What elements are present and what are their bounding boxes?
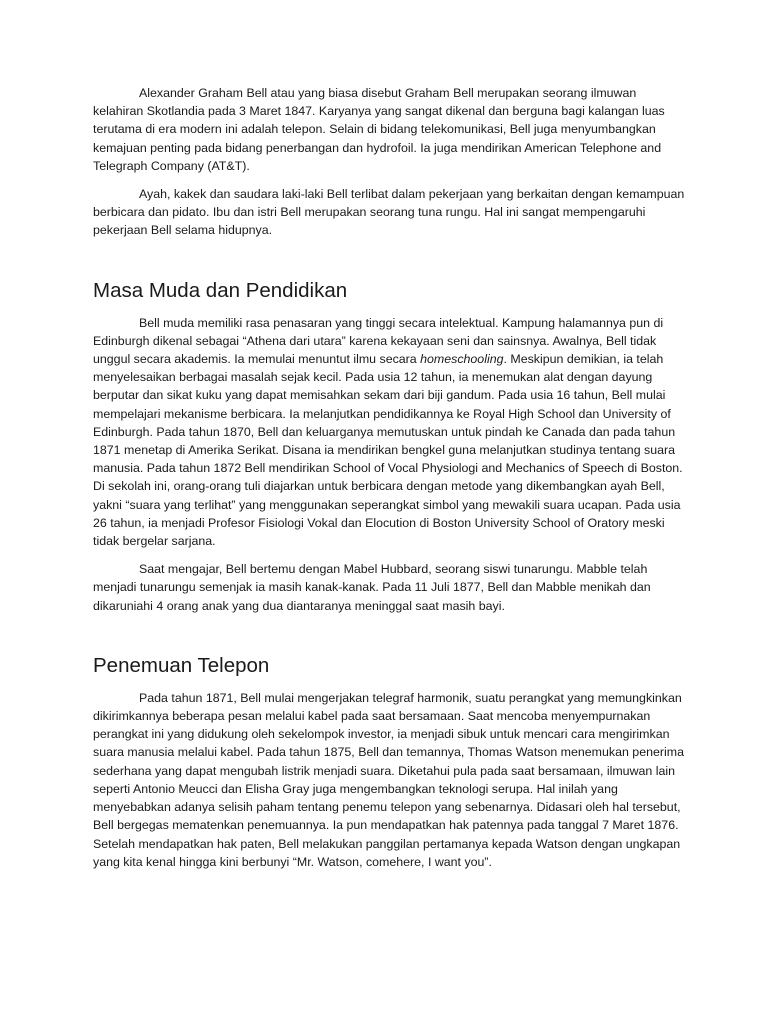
section1-paragraph-1-part-a: Bell muda memiliki rasa penasaran yang tinggi secara intelektual. Kampung halamannya pun di Edinburgh dikenal sebagai “Athena dari utara” karena kekayaan seni dan sainsnya. Awalnya, Bell tidak unggul secara akademis. Ia memulai menuntut ilmu secara bbox=[93, 315, 664, 367]
section1-paragraph-2: Saat mengajar, Bell bertemu dengan Mabel Hubbard, seorang siswi tunarungu. Mabble telah menjadi tunarungu semenjak ia masih kanak-kanak. Pada 11 Juli 1877, Bell dan Mabble menikah dan dikaruniahi 4 orang anak yang dua diantaranya meninggal saat masih bayi. bbox=[93, 562, 651, 613]
section-heading-penemuan-telepon: Penemuan Telepon bbox=[93, 653, 270, 677]
intro-paragraph-1: Alexander Graham Bell atau yang biasa disebut Graham Bell merupakan seorang ilmuwan kelahiran Skotlandia pada 3 Maret 1847. Karyanya yang sangat dikenal dan berguna bagi kalangan luas terutama di era modern ini adalah telepon. Selain di bidang telekomunikasi, Bell juga menyumbangkan kemajuan penting pada bidang penerbangan dan hydrofoil. Ia juga mendirikan American Telephone and Telegraph Company (AT&T). bbox=[93, 86, 665, 173]
section2-paragraph-1: Pada tahun 1871, Bell mulai mengerjakan telegraf harmonik, suatu perangkat yang memungkinkan dikirimkannya beberapa pesan melalui kabel pada saat bersamaan. Saat mencoba menyempurnakan perangkat ini yang didukung oleh sekelompok investor, ia menjadi sibuk untuk mencari cara mengirimkan suara manusia melalui kabel. Pada tahun 1875, Bell dan temannya, Thomas Watson menemukan penerima sederhana yang dapat mengubah listrik menjadi suara. Diketahui pula pada saat bersamaan, ilmuwan lain seperti Antonio Meucci dan Elisha Gray juga mengembangkan teknologi serupa. Hal inilah yang menyebabkan adanya selisih paham tentang penemu telepon yang sebenarnya. Didasari oleh hal tersebut, Bell bergegas mematenkan penemuannya. Ia pun mendapatkan hak patennya pada tanggal 7 Maret 1876. Setelah mendapatkan hak paten, Bell melakukan panggilan pertamanya kepada Watson dengan ungkapan yang kita kenal hingga kini berbunyi “Mr. Watson, comehere, I want you”. bbox=[93, 690, 684, 869]
section-heading-masa-muda: Masa Muda dan Pendidikan bbox=[93, 278, 348, 302]
homeschooling-emphasis: homeschooling bbox=[420, 352, 504, 367]
section1-paragraph-1 bbox=[93, 314, 686, 551]
intro-paragraph-2: Ayah, kakek dan saudara laki-laki Bell terlibat dalam pekerjaan yang berkaitan dengan kemampuan berbicara dan pidato. Ibu dan istri Bell merupakan seorang tuna rungu. Hal ini sangat mempengaruhi pekerjaan Bell selama hidupnya. bbox=[93, 187, 685, 238]
section1-paragraph-1-part-b: . Meskipun demikian, ia telah menyelesaikan berbagai masalah sejak kecil. Pada usia 12 tahun, ia menemukan alat dengan dayung berputar dan sikat kuku yang dapat memisahkan sekam dari biji gandum. Pada usia 16 tahun, Bell mulai mempelajari mekanisme berbicara. Ia melanjutkan pendidikannya ke Royal High School dan University of Edinburgh. Pada tahun 1870, Bell dan keluarganya memutuskan untuk pindah ke Canada dan pada tahun 1871 menetap di Amerika Serikat. Disana ia mendirikan bengkel guna melanjutkan studinya tentang suara manusia. Pada tahun 1872 Bell mendirikan School of Vocal Physiologi and Mechanics of Speech di Boston. Di sekolah ini, orang-orang tuli diajarkan untuk berbicara dengan metode yang dikembangkan ayah Bell, yakni “suara yang terlihat” yang menggunakan seperangkat simbol yang mewakili suara ucapan. Pada usia 26 tahun, ia menjadi Profesor Fisiologi Vokal dan Elocution di Boston University School of Oratory meski tidak bergelar sarjana. bbox=[93, 352, 683, 549]
